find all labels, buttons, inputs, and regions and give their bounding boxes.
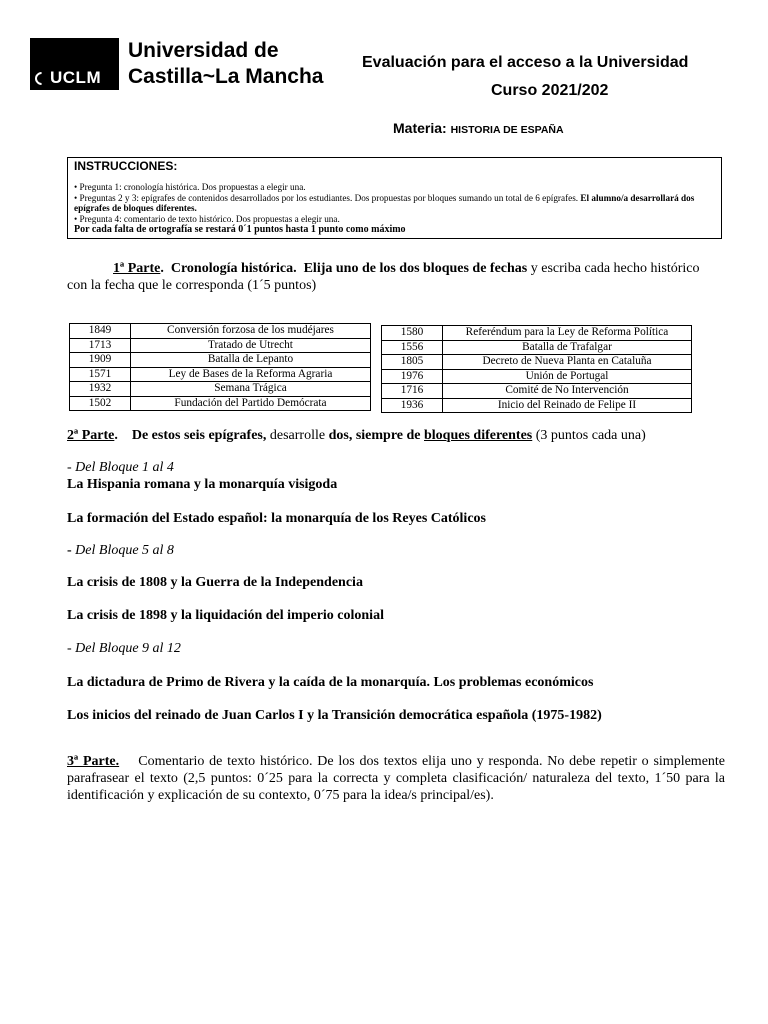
instruction-line-2-bold: El alumno/a desarrollará dos epígrafes de bloques diferentes.	[74, 192, 695, 213]
date-year: 1571	[70, 367, 131, 382]
table-row	[382, 384, 692, 399]
part3-text: Comentario de texto histórico. De los dos textos elija uno y responda. No debe repetir o simplemente parafrasear el texto (2,5 puntos: 0´25 para la correcta y completa clasificación/ naturaleza del texto, 1´50 para la identificación y explicación de su contexto, 0´75 para la idea/s principal/es).	[67, 754, 726, 803]
instruction-line-1: • Pregunta 1: cronología histórica. Dos propuestas a elegir una.	[74, 182, 306, 192]
exam-title: Evaluación para el acceso a la Universidad	[362, 54, 689, 71]
table-row	[382, 369, 692, 384]
logo-mark	[35, 68, 101, 88]
part1-instruction-bold: Elija uno de los dos bloques de fechas	[303, 261, 528, 276]
part1-intro: 1ª Parte. Cronología histórica. Elija uno de los dos bloques de fechas y escriba cada hecho histórico con la fecha que le corresponda (1´5 puntos)	[67, 261, 700, 293]
part2-label: 2ª Parte	[67, 428, 115, 443]
historical-event: Semana Trágica	[131, 382, 371, 397]
date-year: 1849	[70, 324, 131, 339]
dates-table-2	[381, 325, 692, 413]
part2-text-b: (3 puntos cada una)	[532, 428, 646, 443]
historical-event: Conversión forzosa de los mudéjares	[131, 324, 371, 339]
topic-2: La formación del Estado español: la monarquía de los Reyes Católicos	[67, 511, 486, 526]
instruction-line-2-text: • Preguntas 2 y 3: epígrafes de contenidos desarrollados por los estudiantes. Dos propuestas por bloques sumando un total de 6 epígrafes.	[74, 192, 579, 203]
date-year: 1805	[382, 355, 443, 370]
historical-event: Comité de No Intervención	[443, 384, 692, 399]
table-row	[70, 338, 371, 353]
date-year: 1580	[382, 326, 443, 341]
date-year: 1909	[70, 353, 131, 368]
historical-event: Decreto de Nueva Planta en Cataluña	[443, 355, 692, 370]
date-year: 1936	[382, 398, 443, 413]
table-row	[70, 382, 371, 397]
instructions-box	[67, 157, 722, 239]
topic-6: Los inicios del reinado de Juan Carlos I y la Transición democrática española (1975-1982)	[67, 708, 602, 723]
table-row	[382, 398, 692, 413]
block-heading-5-8	[67, 543, 174, 559]
block-heading-5-8-dash: -	[67, 543, 72, 558]
instructions-title: INSTRUCCIONES:	[74, 159, 178, 173]
instruction-line-2	[74, 193, 715, 214]
logo-text: UCLM	[50, 68, 102, 87]
block-heading-9-12: - Del Bloque 9 al 12	[67, 641, 181, 656]
table-row	[382, 326, 692, 341]
instruction-spelling-rule: Por cada falta de ortografía se restará 0´1 puntos hasta 1 punto como máximo	[74, 224, 406, 235]
part3-label: 3ª Parte.	[67, 754, 120, 769]
table-row	[382, 355, 692, 370]
date-year: 1713	[70, 338, 131, 353]
instruction-line-3: • Pregunta 4: comentario de texto histórico. Dos propuestas a elegir una.	[74, 213, 340, 224]
part2-intro: 2ª Parte. De estos seis epígrafes, desarrolle dos, siempre de bloques diferentes (3 puntos cada una)	[67, 428, 646, 443]
table-row	[70, 367, 371, 382]
topic-5: La dictadura de Primo de Rivera y la caída de la monarquía. Los problemas económicos	[67, 675, 594, 690]
part1-instruction-rest-b: con la fecha que le corresponda (1´5 puntos)	[67, 278, 317, 293]
dates-table-1	[69, 323, 371, 411]
part1-instruction-rest-a: y escriba cada hecho histórico	[527, 261, 700, 276]
topic-4: La crisis de 1898 y la liquidación del imperio colonial	[67, 608, 384, 623]
part1-label: 1ª Parte	[113, 261, 161, 276]
date-year: 1932	[70, 382, 131, 397]
date-year: 1976	[382, 369, 443, 384]
university-line1: Universidad de	[128, 39, 279, 62]
table-row	[70, 353, 371, 368]
course-year: Curso 2021/202	[491, 82, 609, 99]
topic-1: La Hispania romana y la monarquía visigoda	[67, 477, 338, 492]
part2-bold-underline: bloques diferentes	[424, 428, 533, 443]
part3-intro	[67, 753, 725, 804]
historical-event: Referéndum para la Ley de Reforma Política	[443, 326, 692, 341]
historical-event: Tratado de Utrecht	[131, 338, 371, 353]
university-name	[128, 38, 324, 90]
subject	[393, 120, 564, 136]
subject-value: HISTORIA DE ESPAÑA	[450, 124, 564, 136]
date-year: 1556	[382, 340, 443, 355]
historical-event: Batalla de Lepanto	[131, 353, 371, 368]
uclm-logo	[30, 38, 119, 90]
table-row	[70, 396, 371, 411]
date-year: 1716	[382, 384, 443, 399]
historical-event: Inicio del Reinado de Felipe II	[443, 398, 692, 413]
part2-bold-a: De estos seis epígrafes,	[131, 428, 267, 443]
part2-bold-b: dos, siempre de	[328, 428, 421, 443]
table-row	[382, 340, 692, 355]
historical-event: Unión de Portugal	[443, 369, 692, 384]
university-line2: Castilla~La Mancha	[128, 65, 324, 88]
part1-title: Cronología histórica.	[170, 261, 297, 276]
block-heading-1-4: - Del Bloque 1 al 4	[67, 460, 174, 475]
table-row	[70, 324, 371, 339]
historical-event: Ley de Bases de la Reforma Agraria	[131, 367, 371, 382]
block-heading-5-8-text: Del Bloque 5 al 8	[71, 543, 174, 558]
logo-arc-icon	[32, 69, 50, 87]
subject-label: Materia:	[393, 120, 447, 136]
part2-text-a: desarrolle	[266, 428, 329, 443]
historical-event: Fundación del Partido Demócrata	[131, 396, 371, 411]
topic-3: La crisis de 1808 y la Guerra de la Independencia	[67, 575, 363, 590]
date-year: 1502	[70, 396, 131, 411]
historical-event: Batalla de Trafalgar	[443, 340, 692, 355]
